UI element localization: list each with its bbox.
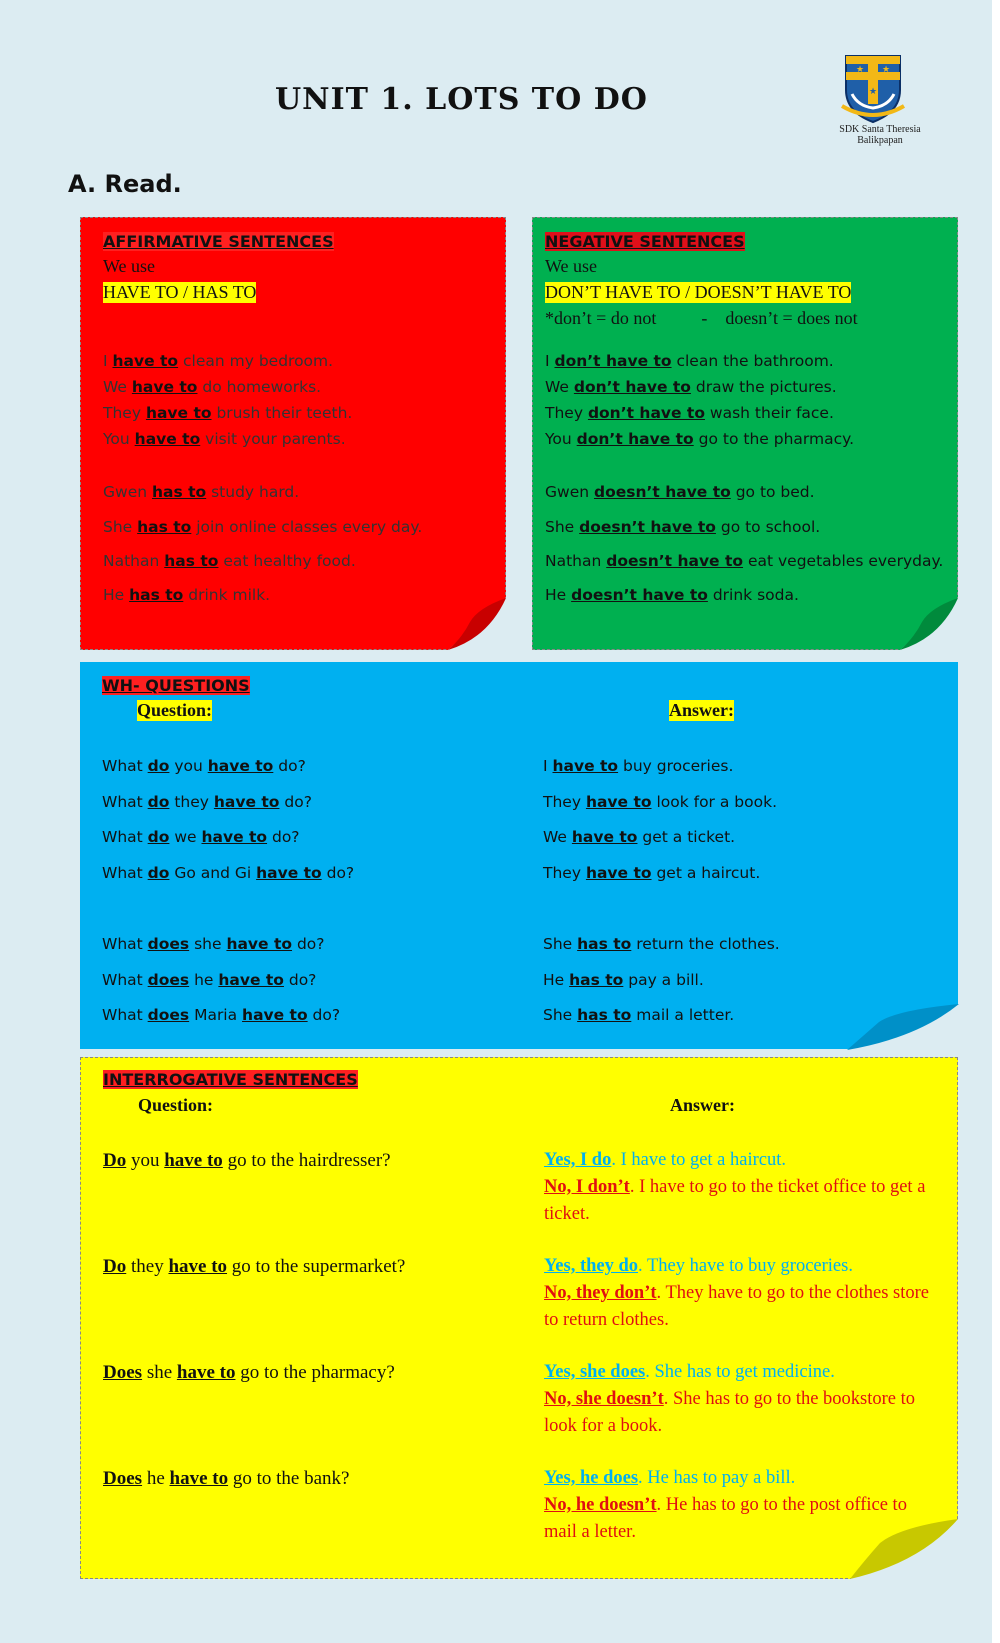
wh-subject: you: [169, 757, 208, 775]
negative-heading: NEGATIVE SENTENCES: [545, 232, 745, 251]
answer-yes-short: Yes, I do: [544, 1150, 612, 1170]
answer-yes-short: Yes, she does: [544, 1362, 646, 1382]
sentence-subject: We: [545, 378, 574, 396]
sentence-key-phrase: have to: [112, 352, 179, 370]
sentence-rest: do?: [321, 864, 355, 882]
answer-yes-detail: . He has to pay a bill.: [638, 1468, 796, 1488]
sentence-subject: He: [103, 586, 130, 604]
sentence-key-phrase: has to: [569, 971, 624, 989]
sentence-subject: They: [543, 864, 586, 882]
sentence-subject: We: [543, 828, 572, 846]
sentence-key-phrase: has to: [577, 935, 632, 953]
sentence-key-phrase: has to: [129, 586, 184, 604]
interrogative-question: [103, 1362, 395, 1384]
sentence-subject: She: [103, 518, 138, 536]
wh-word: What: [102, 1006, 148, 1024]
sentence-rest: look for a book.: [651, 793, 777, 811]
sentence-rest: do homeworks.: [197, 378, 322, 396]
section-heading: A. Read.: [68, 170, 182, 198]
wh-question-label: Question:: [137, 700, 213, 720]
sentence-key-phrase: have to: [585, 793, 652, 811]
question-rest: go to the supermarket?: [227, 1256, 406, 1277]
sentence-subject: They: [543, 793, 586, 811]
wh-word: What: [102, 971, 148, 989]
affirmative-we-use: We use: [103, 256, 156, 276]
sentence-key-phrase: have to: [131, 378, 198, 396]
sentence-line: [103, 378, 321, 396]
auxiliary-verb: do: [147, 828, 170, 846]
wh-answer-label: Answer:: [669, 700, 734, 720]
page-curl-icon: [448, 598, 506, 650]
sentence-line: [545, 586, 799, 604]
sentence-rest: visit your parents.: [200, 430, 346, 448]
sentence-key-phrase: have to: [218, 971, 284, 989]
answer-no-detail: . I have to go to the ticket office to get a ticket.: [544, 1177, 926, 1224]
wh-subject: we: [169, 828, 202, 846]
auxiliary-verb: Does: [103, 1362, 143, 1383]
sentence-subject: He: [543, 971, 570, 989]
auxiliary-verb: do: [147, 864, 170, 882]
sentence-rest: brush their teeth.: [211, 404, 353, 422]
sentence-rest: wash their face.: [704, 404, 834, 422]
answer-no: [544, 1386, 934, 1440]
sentence-rest: return the clothes.: [631, 935, 780, 953]
sentence-rest: do?: [307, 1006, 341, 1024]
sentence-key-phrase: doesn’t have to: [579, 518, 716, 536]
negative-note: *don’t = do not - doesn’t = does not: [545, 308, 858, 328]
interrogative-question: [103, 1150, 391, 1172]
sentence-key-phrase: have to: [552, 757, 619, 775]
sentence-subject: I: [103, 352, 113, 370]
answer-no-detail: . They have to go to the clothes store to return clothes.: [544, 1283, 930, 1330]
question-subject: she: [142, 1362, 177, 1383]
sentence-subject: They: [545, 404, 588, 422]
interrogative-answer: [544, 1359, 934, 1440]
sentence-rest: drink milk.: [183, 586, 271, 604]
answer-yes: [544, 1147, 934, 1174]
sentence-key-phrase: have to: [207, 757, 274, 775]
sentence-line: [543, 864, 760, 882]
sentence-key-phrase: don’t have to: [554, 352, 672, 370]
sentence-subject: Gwen: [545, 483, 594, 501]
affirmative-box: [80, 217, 506, 650]
svg-text:★: ★: [882, 65, 891, 75]
sentence-rest: do?: [292, 935, 325, 953]
sentence-rest: get a ticket.: [637, 828, 736, 846]
page-curl-icon: [850, 1519, 958, 1579]
sentence-line: [103, 552, 356, 570]
sentence-subject: Nathan: [103, 552, 165, 570]
question-subject: they: [126, 1256, 169, 1277]
negative-box: [532, 217, 958, 650]
sentence-key-phrase: have to: [145, 404, 212, 422]
wh-question: [102, 971, 316, 989]
sentence-rest: drink soda.: [707, 586, 799, 604]
school-name: [820, 124, 940, 146]
sentence-key-phrase: have to: [213, 793, 280, 811]
interrogative-answer-label: Answer:: [670, 1095, 735, 1115]
auxiliary-verb: Do: [103, 1256, 127, 1277]
interrogative-box: [80, 1057, 958, 1579]
sentence-rest: clean my bedroom.: [178, 352, 334, 370]
sentence-key-phrase: doesn’t have to: [593, 483, 731, 501]
sentence-rest: go to bed.: [730, 483, 815, 501]
wh-question: [102, 935, 325, 953]
sentence-line: [103, 518, 422, 536]
sentence-key-phrase: have to: [164, 1150, 223, 1171]
answer-no-detail: . She has to go to the bookstore to look for a book.: [544, 1389, 916, 1436]
sentence-subject: Gwen: [103, 483, 152, 501]
sentence-line: [543, 1006, 734, 1024]
sentence-key-phrase: have to: [201, 828, 268, 846]
auxiliary-verb: do: [147, 793, 170, 811]
sentence-rest: do?: [279, 793, 312, 811]
sentence-line: [545, 552, 943, 570]
sentence-key-phrase: have to: [134, 430, 201, 448]
answer-yes: [544, 1359, 934, 1386]
question-rest: go to the bank?: [228, 1468, 350, 1489]
sentence-key-phrase: have to: [242, 1006, 308, 1024]
answer-no-short: No, I don’t: [544, 1177, 630, 1197]
interrogative-heading: INTERROGATIVE SENTENCES: [103, 1070, 358, 1089]
wh-word: What: [102, 793, 148, 811]
sentence-line: [543, 757, 733, 775]
answer-yes-detail: . They have to buy groceries.: [638, 1256, 853, 1276]
wh-word: What: [102, 828, 148, 846]
wh-question: [102, 828, 300, 846]
answer-yes-detail: . I have to get a haircut.: [611, 1150, 786, 1170]
wh-subject: Maria: [189, 1006, 243, 1024]
sentence-key-phrase: don’t have to: [573, 378, 691, 396]
sentence-subject: He: [545, 586, 572, 604]
negative-rule: DON’T HAVE TO / DOESN’T HAVE TO: [545, 282, 852, 302]
page-title: UNIT 1. LOTS TO DO: [275, 82, 648, 117]
sentence-subject: I: [543, 757, 553, 775]
wh-subject: he: [189, 971, 219, 989]
page-curl-icon: [900, 598, 958, 650]
sentence-line: [103, 430, 346, 448]
sentence-key-phrase: has to: [164, 552, 219, 570]
sentence-key-phrase: has to: [151, 483, 207, 501]
sentence-line: [545, 430, 854, 448]
interrogative-question: [103, 1256, 405, 1278]
answer-no-short: No, she doesn’t: [544, 1389, 664, 1409]
sentence-key-phrase: has to: [577, 1006, 632, 1024]
sentence-key-phrase: have to: [585, 864, 652, 882]
sentence-subject: She: [545, 518, 580, 536]
wh-question: [102, 793, 312, 811]
question-rest: go to the pharmacy?: [235, 1362, 395, 1383]
auxiliary-verb: Does: [103, 1468, 143, 1489]
sentence-rest: go to the pharmacy.: [693, 430, 855, 448]
sentence-subject: We: [103, 378, 132, 396]
sentence-key-phrase: have to: [176, 1362, 236, 1383]
question-subject: you: [126, 1150, 165, 1171]
sentence-subject: She: [543, 935, 578, 953]
wh-question: [102, 757, 306, 775]
sentence-rest: do?: [283, 971, 317, 989]
sentence-key-phrase: don’t have to: [576, 430, 694, 448]
affirmative-heading: AFFIRMATIVE SENTENCES: [103, 232, 334, 251]
sentence-rest: join online classes every day.: [191, 518, 423, 536]
sentence-key-phrase: have to: [256, 864, 322, 882]
wh-question: [102, 864, 354, 882]
sentence-line: [543, 793, 777, 811]
school-name-line2: Balikpapan: [857, 135, 903, 146]
sentence-rest: study hard.: [206, 483, 300, 501]
sentence-rest: pay a bill.: [623, 971, 704, 989]
sentence-subject: You: [103, 430, 135, 448]
answer-no-short: No, he doesn’t: [544, 1495, 657, 1515]
wh-heading: WH- QUESTIONS: [102, 676, 250, 695]
sentence-key-phrase: doesn’t have to: [606, 552, 744, 570]
wh-subject: Go and Gi: [169, 864, 257, 882]
answer-yes-short: Yes, they do: [544, 1256, 639, 1276]
sentence-line: [545, 404, 834, 422]
sentence-subject: They: [103, 404, 146, 422]
sentence-line: [545, 352, 834, 370]
sentence-key-phrase: have to: [571, 828, 638, 846]
answer-no: [544, 1280, 934, 1334]
sentence-rest: get a haircut.: [651, 864, 761, 882]
school-crest-logo: [838, 50, 908, 126]
interrogative-question: [103, 1468, 349, 1490]
auxiliary-verb: does: [147, 971, 190, 989]
answer-yes-short: Yes, he does: [544, 1468, 639, 1488]
wh-word: What: [102, 864, 148, 882]
sentence-rest: mail a letter.: [631, 1006, 735, 1024]
answer-yes-detail: . She has to get medicine.: [645, 1362, 835, 1382]
page-curl-icon: [847, 1004, 959, 1050]
wh-questions-box: [80, 662, 958, 1049]
sentence-subject: She: [543, 1006, 578, 1024]
wh-question: [102, 1006, 340, 1024]
answer-yes: [544, 1465, 934, 1492]
sentence-line: [543, 828, 735, 846]
sentence-subject: You: [545, 430, 577, 448]
sentence-rest: eat vegetables everyday.: [743, 552, 944, 570]
sentence-key-phrase: have to: [226, 935, 293, 953]
sentence-rest: buy groceries.: [618, 757, 734, 775]
interrogative-answer: [544, 1253, 934, 1334]
answer-no: [544, 1174, 934, 1228]
sentence-rest: do?: [267, 828, 300, 846]
sentence-line: [103, 352, 333, 370]
svg-text:★: ★: [856, 65, 865, 75]
sentence-key-phrase: has to: [137, 518, 192, 536]
auxiliary-verb: do: [147, 757, 170, 775]
auxiliary-verb: does: [147, 935, 190, 953]
sentence-key-phrase: have to: [168, 1256, 228, 1277]
school-name-line1: SDK Santa Theresia: [839, 124, 921, 135]
sentence-line: [543, 935, 780, 953]
svg-text:★: ★: [869, 87, 878, 97]
sentence-key-phrase: have to: [169, 1468, 229, 1489]
wh-word: What: [102, 935, 148, 953]
affirmative-rule: HAVE TO / HAS TO: [103, 282, 257, 302]
sentence-subject: Nathan: [545, 552, 607, 570]
sentence-key-phrase: don’t have to: [587, 404, 705, 422]
sentence-line: [545, 518, 820, 536]
interrogative-question-label: Question:: [138, 1095, 214, 1115]
wh-word: What: [102, 757, 148, 775]
sentence-line: [545, 378, 837, 396]
auxiliary-verb: does: [147, 1006, 190, 1024]
interrogative-answer: [544, 1147, 934, 1228]
answer-yes: [544, 1253, 934, 1280]
sentence-line: [103, 404, 352, 422]
sentence-subject: I: [545, 352, 555, 370]
sentence-line: [543, 971, 704, 989]
answer-no-short: No, they don’t: [544, 1283, 657, 1303]
sentence-rest: clean the bathroom.: [671, 352, 834, 370]
negative-we-use: We use: [545, 256, 598, 276]
question-rest: go to the hairdresser?: [222, 1150, 391, 1171]
sentence-line: [103, 586, 270, 604]
sentence-rest: go to school.: [715, 518, 821, 536]
sentence-rest: draw the pictures.: [690, 378, 837, 396]
sentence-key-phrase: doesn’t have to: [571, 586, 708, 604]
sentence-rest: do?: [273, 757, 306, 775]
wh-subject: she: [189, 935, 227, 953]
sentence-rest: eat healthy food.: [218, 552, 356, 570]
question-subject: he: [142, 1468, 170, 1489]
wh-subject: they: [169, 793, 214, 811]
auxiliary-verb: Do: [103, 1150, 127, 1171]
sentence-line: [103, 483, 299, 501]
sentence-line: [545, 483, 815, 501]
answer-no-detail: . He has to go to the post office to mail a letter.: [544, 1495, 907, 1542]
